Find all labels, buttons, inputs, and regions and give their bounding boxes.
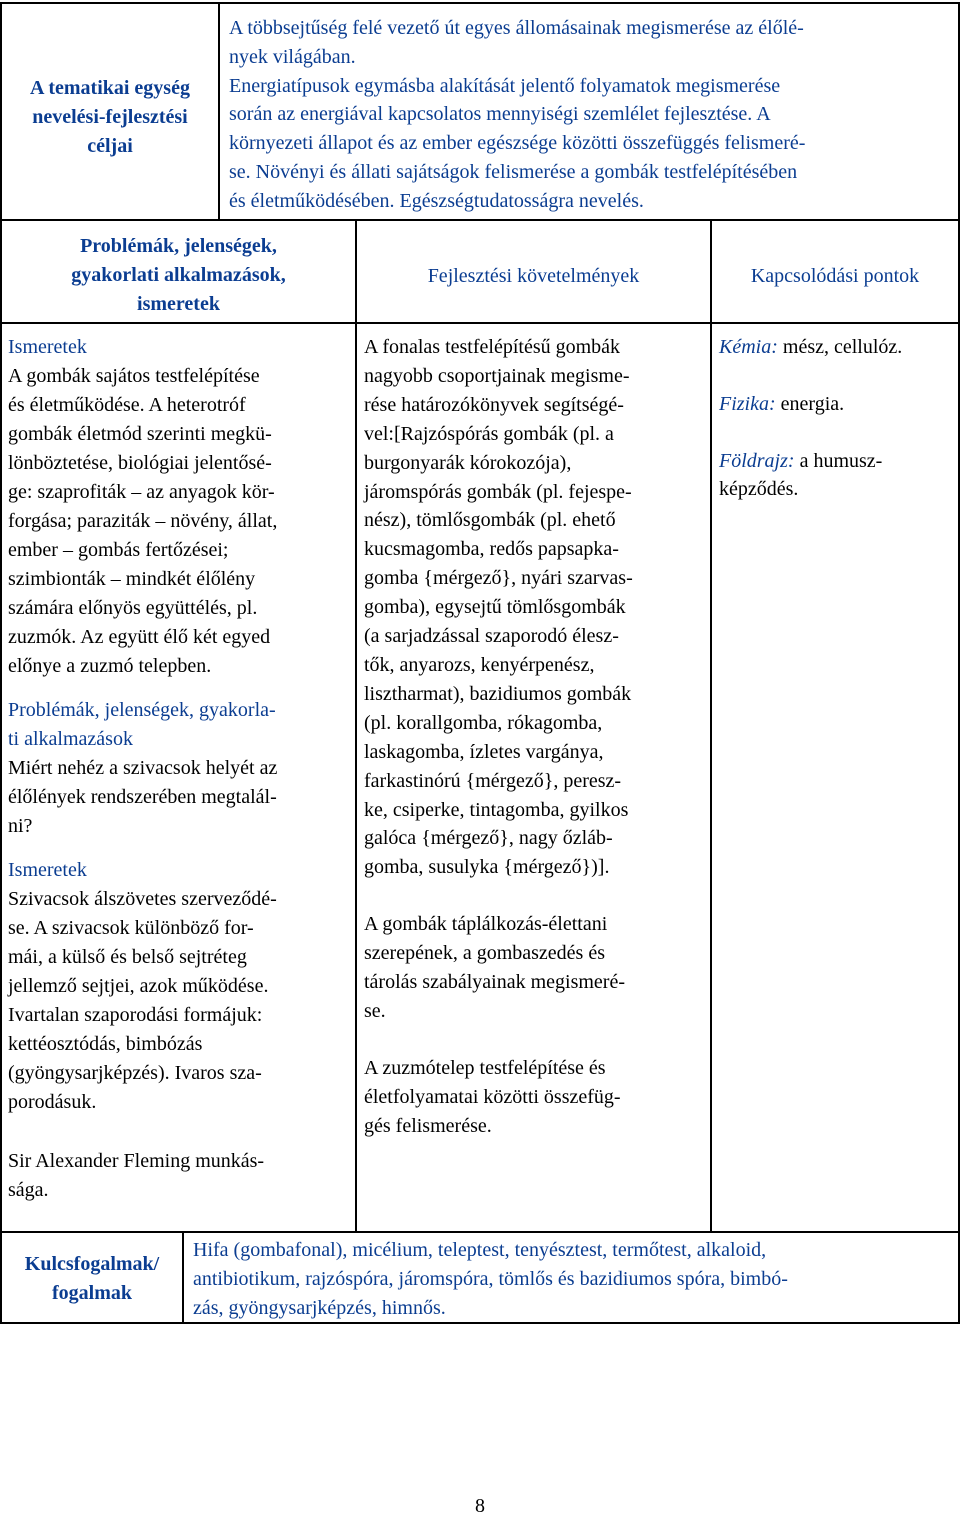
- text-line: fogalmak: [52, 1282, 132, 1304]
- goals-line: Energiatípusok egymásba alakítását jelentő folyamatok megismerése: [229, 74, 781, 97]
- border-top: [0, 2, 960, 4]
- subject-text: képződés.: [719, 478, 799, 501]
- text-line: vel:[Rajzóspórás gombák (pl. a: [364, 422, 614, 445]
- text-line: ember – gombás fertőzései;: [8, 539, 229, 561]
- text-line: zás, gyöngysarjképzés, himnős.: [193, 1296, 446, 1319]
- left-column-content: [8, 333, 353, 1205]
- text-line: gés felismerése.: [364, 1114, 492, 1137]
- text-line: jellemző sejtjei, azok működése.: [8, 975, 269, 997]
- text-line: mái, a külső és belső sejtréteg: [8, 946, 247, 968]
- section-goals-title-line: A tematikai egység: [30, 77, 190, 99]
- text-line: szimbionták – mindkét élőlény: [8, 568, 256, 590]
- text-line: forgása; paraziták – növény, állat,: [8, 510, 278, 532]
- header-bottom-border: [0, 219, 960, 221]
- text-line: kucsmagomba, redős papsapka-: [364, 538, 619, 561]
- right-column-content: [719, 333, 955, 504]
- text-line: ti alkalmazások: [8, 728, 133, 750]
- left-text-block-3: [8, 885, 353, 1117]
- text-line: antibiotikum, rajzóspóra, járomspóra, tömlős és bazidiumos spóra, bimbó-: [193, 1267, 788, 1290]
- text-line: életfolyamatai közötti összefüg-: [364, 1085, 621, 1108]
- subject-text: a humusz-: [794, 449, 883, 472]
- connection-foldrajz: [719, 447, 955, 505]
- border-left: [0, 2, 2, 1324]
- text-line: porodásuk.: [8, 1091, 97, 1113]
- text-line: A gombák sajátos testfelépítése: [8, 365, 260, 387]
- text-line: lisztharmat), bazidiumos gombák: [364, 682, 632, 705]
- text-line: lönböztetése, biológiai jelentősé-: [8, 452, 272, 474]
- column-header-connections: Kapcsolódási pontok: [750, 265, 920, 287]
- requirements-paragraph-3: [364, 1054, 708, 1141]
- column-header-line: gyakorlati alkalmazások,: [71, 264, 286, 286]
- text-line: (a sarjadzással szaporodó élesz-: [364, 625, 619, 648]
- text-line: se. A szivacsok különböző for-: [8, 917, 254, 939]
- column-divider-1: [355, 220, 357, 1232]
- text-line: zuzmók. Az együtt élő két egyed: [8, 626, 271, 648]
- left-text-block-2: [8, 754, 353, 841]
- text-line: rése határozókönyvek segítségé-: [364, 393, 624, 416]
- text-line: burgonyarák kórokozója),: [364, 451, 572, 474]
- text-line: előnye a zuzmó telepben.: [8, 655, 212, 677]
- text-line: laskagomba, ízletes vargánya,: [364, 740, 604, 763]
- column-header-requirements: Fejlesztési követelmények: [427, 265, 640, 287]
- column-header-line: Problémák, jelenségek,: [80, 235, 277, 257]
- subject-label: Fizika:: [719, 392, 776, 415]
- goals-line: se. Növényi és állati sajátságok felismerése a gombák testfelépítésében: [229, 160, 798, 183]
- text-line: farkastinórú {mérgező}, peresz-: [364, 769, 622, 792]
- text-line: nész), tömlősgombák (pl. ehető: [364, 509, 616, 532]
- text-line: sága.: [8, 1179, 49, 1201]
- subject-label: Földrajz:: [719, 449, 795, 472]
- requirements-paragraph-1: [364, 333, 708, 882]
- text-line: ke, csiperke, tintagomba, gyilkos: [364, 798, 629, 821]
- section-goals-title: [2, 74, 218, 160]
- text-line: A fonalas testfelépítésű gombák: [364, 336, 621, 358]
- text-line: galóca {mérgező}, nagy őzláb-: [364, 827, 613, 850]
- columns-header-bottom-border: [0, 322, 960, 324]
- subject-label: Kémia:: [719, 336, 778, 358]
- text-line: gomba, susulyka {mérgező})].: [364, 856, 610, 879]
- column-divider-2: [710, 220, 712, 1232]
- goals-line: nyek világában.: [229, 45, 356, 68]
- section-goals-title-line: céljai: [87, 134, 133, 157]
- label-ismeretek: Ismeretek: [8, 859, 87, 881]
- footer-top-border: [0, 1231, 960, 1233]
- left-text-block-1: [8, 362, 353, 681]
- page-number: 8: [475, 1495, 485, 1517]
- text-line: ni?: [8, 815, 33, 837]
- text-line: nagyobb csoportjainak megisme-: [364, 364, 630, 387]
- goals-line: és életműködésében. Egészségtudatosságra nevelés.: [229, 189, 644, 212]
- text-line: gomba {mérgező}, nyári szarvas-: [364, 567, 633, 590]
- text-line: (pl. korallgomba, rókagomba,: [364, 711, 603, 734]
- key-concepts-label: [2, 1250, 182, 1308]
- label-ismeretek: Ismeretek: [8, 336, 87, 358]
- text-line: Problémák, jelenségek, gyakorla-: [8, 699, 276, 721]
- text-line: Kulcsfogalmak/: [24, 1253, 160, 1275]
- goals-line: környezeti állapot és az ember egészsége közötti összefüggés felismeré-: [229, 132, 806, 155]
- key-concepts-text: [193, 1236, 955, 1323]
- text-line: járomspórás gombák (pl. fejespe-: [364, 480, 632, 503]
- text-line: gombák életmód szerinti megkü-: [8, 423, 272, 445]
- text-line: ge: szaprofiták – az anyagok kör-: [8, 481, 275, 503]
- subject-text: mész, cellulóz.: [777, 336, 903, 358]
- text-line: Ivartalan szaporodási formájuk:: [8, 1004, 263, 1026]
- text-line: A gombák táplálkozás-élettani: [364, 913, 608, 936]
- text-line: se.: [364, 999, 386, 1022]
- text-line: Sir Alexander Fleming munkás-: [8, 1150, 265, 1172]
- middle-column-content: [364, 333, 708, 1141]
- text-line: szerepének, a gombaszedés és: [364, 942, 605, 965]
- text-line: számára előnyös együttélés, pl.: [8, 597, 258, 619]
- goals-line: A többsejtűség felé vezető út egyes állomásainak megismerése az élőlé-: [229, 17, 804, 39]
- footer-divider-vertical: [182, 1231, 184, 1323]
- left-text-block-4: [8, 1147, 353, 1205]
- text-line: tárolás szabályainak megismeré-: [364, 971, 625, 994]
- text-line: Miért nehéz a szivacsok helyét az: [8, 757, 278, 779]
- text-line: kettéosztódás, bimbózás: [8, 1033, 203, 1055]
- text-line: Szivacsok álszövetes szerveződé-: [8, 888, 277, 910]
- text-line: és életműködése. A heterotróf: [8, 394, 246, 416]
- subject-text: energia.: [775, 392, 845, 415]
- column-header-line: ismeretek: [137, 293, 220, 315]
- text-line: gomba), egysejtű tömlősgombák: [364, 596, 626, 619]
- section-goals-text: [229, 14, 954, 216]
- requirements-paragraph-2: [364, 910, 708, 1026]
- goals-line: során az energiával kapcsolatos mennyiségi szemlélet fejlesztése. A: [229, 103, 771, 126]
- label-problemak: [8, 696, 353, 754]
- text-line: tők, anyarozs, kenyérpenész,: [364, 653, 595, 676]
- connection-kemia: [719, 333, 955, 362]
- column-header-problems: [2, 232, 355, 319]
- text-line: (gyöngysarjképzés). Ivaros sza-: [8, 1062, 262, 1084]
- text-line: A zuzmótelep testfelépítése és: [364, 1056, 606, 1079]
- text-line: Hifa (gombafonal), micélium, teleptest, tenyésztest, termőtest, alkaloid,: [193, 1239, 767, 1261]
- text-line: élőlények rendszerében megtalál-: [8, 786, 277, 808]
- header-divider-vertical: [218, 2, 220, 220]
- section-goals-title-line: nevelési-fejlesztési: [32, 105, 188, 128]
- connection-fizika: [719, 390, 955, 419]
